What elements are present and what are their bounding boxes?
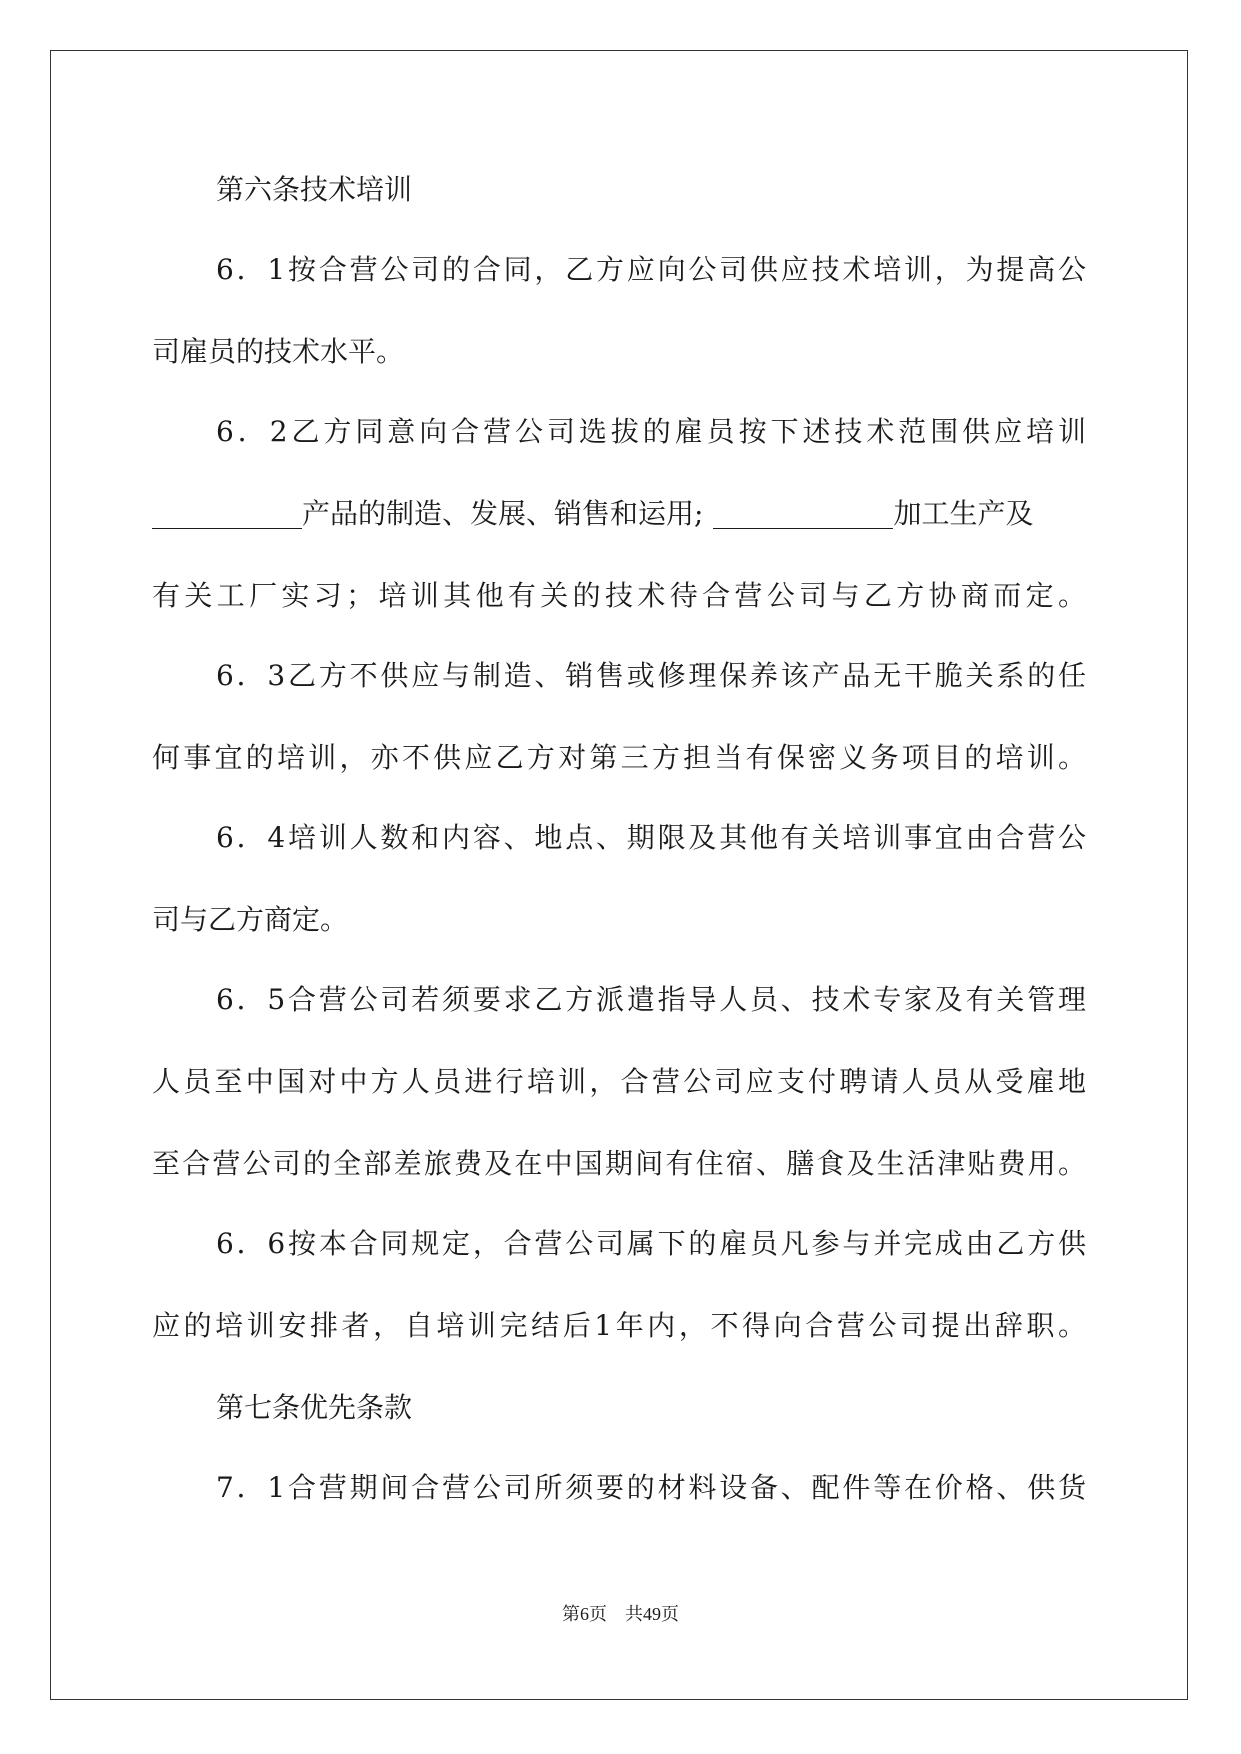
page-label-prefix: 第 xyxy=(562,1604,580,1625)
page-number: 6 xyxy=(580,1604,589,1624)
paragraph-6-2-line-3: 有关工厂实习；培训其他有关的技术待合营公司与乙方协商而定。 xyxy=(152,579,1086,612)
paragraph-6-6-line-2: 应的培训安排者，自培训完结后1年内，不得向合营公司提出辞职。 xyxy=(152,1309,1086,1342)
section-heading-7: 第七条优先条款 xyxy=(216,1391,413,1424)
paragraph-7-1-line-1: 7．1合营期间合营公司所须要的材料设备、配件等在价格、供货 xyxy=(216,1471,1086,1504)
paragraph-6-4-line-1: 6．4培训人数和内容、地点、期限及其他有关培训事宜由合营公 xyxy=(216,821,1086,854)
fill-in-blank xyxy=(152,498,302,529)
section-heading-6: 第六条技术培训 xyxy=(216,173,413,206)
page-label-mid: 页 共 xyxy=(589,1604,643,1625)
text-segment: 产品的制造、发展、销售和运用; xyxy=(302,497,704,530)
paragraph-6-5-line-1: 6．5合营公司若须要求乙方派遣指导人员、技术专家及有关管理 xyxy=(216,983,1086,1016)
paragraph-6-5-line-3: 至合营公司的全部差旅费及在中国期间有住宿、膳食及生活津贴费用。 xyxy=(152,1147,1086,1180)
paragraph-6-4-line-2: 司与乙方商定。 xyxy=(152,903,349,936)
paragraph-6-3-line-2: 何事宜的培训，亦不供应乙方对第三方担当有保密义务项目的培训。 xyxy=(152,741,1086,774)
page-footer xyxy=(0,1600,1241,1626)
fill-in-blank xyxy=(713,498,893,529)
paragraph-6-6-line-1: 6．6按本合同规定，合营公司属下的雇员凡参与并完成由乙方供 xyxy=(216,1227,1086,1260)
paragraph-6-1-line-2: 司雇员的技术水平。 xyxy=(152,335,405,368)
paragraph-6-3-line-1: 6．3乙方不供应与制造、销售或修理保养该产品无干脆关系的任 xyxy=(216,659,1086,692)
page-border xyxy=(50,50,1188,1700)
page-total: 49 xyxy=(643,1604,661,1624)
paragraph-6-1-line-1: 6．1按合营公司的合同，乙方应向公司供应技术培训，为提高公 xyxy=(216,253,1086,286)
text-segment: 加工生产及 xyxy=(893,497,1034,530)
page-label-suffix: 页 xyxy=(661,1604,679,1625)
paragraph-6-2-line-2 xyxy=(152,494,1033,534)
paragraph-6-2-line-1: 6．2乙方同意向合营公司选拔的雇员按下述技术范围供应培训 xyxy=(216,415,1086,448)
paragraph-6-5-line-2: 人员至中国对中方人员进行培训，合营公司应支付聘请人员从受雇地 xyxy=(152,1065,1086,1098)
